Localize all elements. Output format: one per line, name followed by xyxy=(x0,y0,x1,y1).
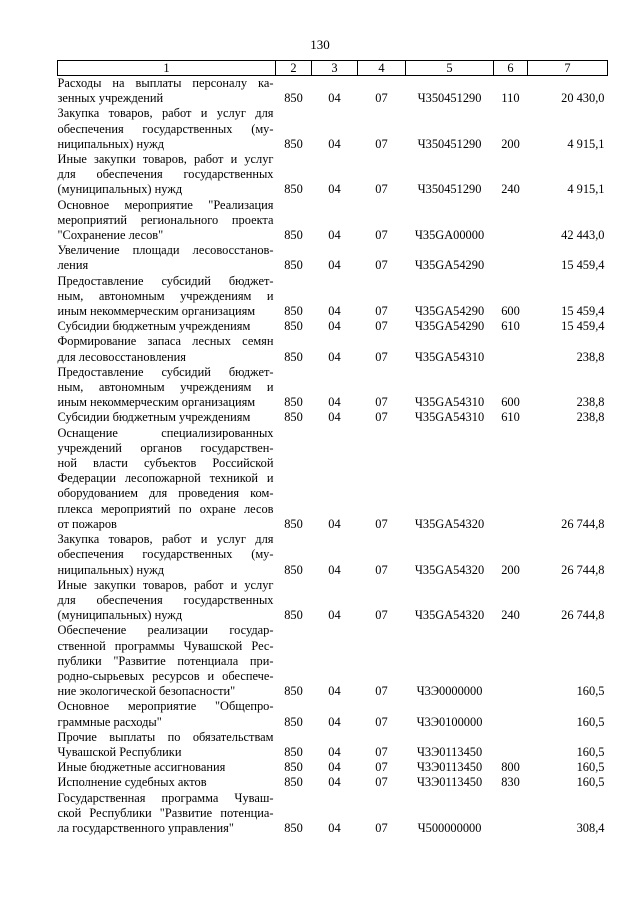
description-line: Формирование запаса лесных семян xyxy=(57,334,274,349)
code-4-cell: 07 xyxy=(375,136,388,151)
code-4-cell: 07 xyxy=(375,228,388,243)
code-2-cell: 850 xyxy=(284,714,303,729)
description-line: (муниципальных) нужд xyxy=(57,608,183,623)
code-3-cell: 04 xyxy=(328,319,341,334)
description-line: Закупка товаров, работ и услуг для xyxy=(57,106,274,121)
code-4-cell: 07 xyxy=(375,258,388,273)
code-4-cell: 07 xyxy=(375,516,388,531)
table-row xyxy=(58,274,608,320)
code-5-cell: Ч35GA54320 xyxy=(414,608,485,623)
table-row xyxy=(58,410,608,425)
code-4-cell: 07 xyxy=(375,395,388,410)
description-line: Основное мероприятие "Реализация xyxy=(57,197,274,212)
code-5-cell: Ч500000000 xyxy=(417,820,482,835)
row-description xyxy=(58,410,276,425)
code-5-cell: Ч3Э0113450 xyxy=(416,775,483,790)
code-5-cell: Ч35GA54290 xyxy=(414,258,485,273)
amount-cell: 160,5 xyxy=(576,760,605,775)
code-4-cell: 07 xyxy=(375,744,388,759)
code-4-cell: 07 xyxy=(375,684,388,699)
table-row xyxy=(58,578,608,624)
code-2-cell: 850 xyxy=(284,304,303,319)
description-line: для обеспечения государственных xyxy=(57,167,274,182)
description-line: иным некоммерческим организациям xyxy=(57,304,256,319)
description-line: Иные закупки товаров, работ и услуг xyxy=(57,152,274,167)
code-3-cell: 04 xyxy=(328,744,341,759)
description-line: Субсидии бюджетным учреждениям xyxy=(57,410,251,425)
description-line: граммные расходы" xyxy=(57,714,162,729)
code-6-cell: 600 xyxy=(501,304,520,319)
code-3-cell: 04 xyxy=(328,608,341,623)
code-5-cell: Ч350451290 xyxy=(417,136,482,151)
amount-cell: 238,8 xyxy=(576,395,605,410)
amount-cell: 160,5 xyxy=(576,684,605,699)
row-description xyxy=(58,243,276,273)
code-3-cell: 04 xyxy=(328,684,341,699)
code-2-cell: 850 xyxy=(284,395,303,410)
code-6-cell xyxy=(494,334,528,364)
description-line: ным, автономным учреждениям и xyxy=(57,380,274,395)
table-row xyxy=(58,623,608,699)
table-row xyxy=(58,319,608,334)
code-3-cell: 04 xyxy=(328,775,341,790)
code-5-cell: Ч3Э0100000 xyxy=(416,714,483,729)
code-3-cell: 04 xyxy=(328,136,341,151)
code-5-cell: Ч35GA54320 xyxy=(414,562,485,577)
amount-cell: 26 744,8 xyxy=(561,608,605,623)
table-row xyxy=(58,699,608,729)
description-line: ным, автономным учреждениям и xyxy=(57,288,274,303)
code-3-cell: 04 xyxy=(328,516,341,531)
page-number: 130 xyxy=(310,37,330,52)
description-line: ственной программы Чувашской Рес- xyxy=(57,638,274,653)
row-description xyxy=(58,578,276,624)
code-6-cell: 240 xyxy=(501,608,520,623)
code-4-cell: 07 xyxy=(375,775,388,790)
row-description xyxy=(58,791,276,837)
code-6-cell xyxy=(494,198,528,244)
description-line: ла государственного управления" xyxy=(57,820,234,835)
amount-cell: 4 915,1 xyxy=(567,136,605,151)
column-header: 1 xyxy=(58,61,276,76)
description-line: ние экологической безопасности" xyxy=(57,684,236,699)
row-description xyxy=(58,152,276,198)
description-line: ной власти субъектов Российской xyxy=(57,456,274,471)
description-line: обеспечения государственных (му- xyxy=(57,121,274,136)
description-line: оборудованием для проведения ком- xyxy=(57,486,274,501)
code-5-cell: Ч350451290 xyxy=(417,182,482,197)
description-line: ниципальных) нужд xyxy=(57,562,165,577)
description-line: от пожаров xyxy=(57,516,117,531)
code-4-cell: 07 xyxy=(375,91,388,106)
table-row xyxy=(58,198,608,244)
code-4-cell: 07 xyxy=(375,820,388,835)
table-row xyxy=(58,365,608,411)
table-row xyxy=(58,426,608,532)
description-line: Государственная программа Чуваш- xyxy=(57,790,274,805)
code-2-cell: 850 xyxy=(284,91,303,106)
description-line: публики "Развитие потенциала при- xyxy=(57,653,274,668)
code-2-cell: 850 xyxy=(284,410,303,425)
description-line: Субсидии бюджетным учреждениям xyxy=(57,319,251,334)
code-6-cell: 610 xyxy=(501,410,520,425)
description-line: иным некоммерческим организациям xyxy=(57,395,256,410)
code-6-cell xyxy=(494,791,528,837)
code-3-cell: 04 xyxy=(328,304,341,319)
code-4-cell: 07 xyxy=(375,349,388,364)
description-line: учреждений органов государствен- xyxy=(57,440,274,455)
description-line: Предоставление субсидий бюджет- xyxy=(57,273,274,288)
code-6-cell: 800 xyxy=(501,760,520,775)
code-2-cell: 850 xyxy=(284,684,303,699)
code-6-cell xyxy=(494,699,528,729)
code-3-cell: 04 xyxy=(328,349,341,364)
description-line: Предоставление субсидий бюджет- xyxy=(57,364,274,379)
code-6-cell: 200 xyxy=(501,562,520,577)
code-5-cell: Ч35GA54310 xyxy=(414,410,485,425)
code-4-cell: 07 xyxy=(375,760,388,775)
amount-cell: 42 443,0 xyxy=(561,228,605,243)
table-row xyxy=(58,76,608,107)
code-5-cell: Ч3Э0000000 xyxy=(416,684,483,699)
description-line: Основное мероприятие "Общепро- xyxy=(57,699,274,714)
code-4-cell: 07 xyxy=(375,410,388,425)
description-line: Федерации лесопожарной техникой и xyxy=(57,471,274,486)
code-5-cell: Ч35GA54290 xyxy=(414,319,485,334)
code-5-cell: Ч3Э0113450 xyxy=(416,744,483,759)
amount-cell: 238,8 xyxy=(576,349,605,364)
code-2-cell: 850 xyxy=(284,820,303,835)
description-line: ниципальных) нужд xyxy=(57,136,165,151)
header-row xyxy=(58,61,608,76)
amount-cell: 160,5 xyxy=(576,714,605,729)
amount-cell: 15 459,4 xyxy=(561,304,605,319)
table-row xyxy=(58,730,608,760)
row-description xyxy=(58,319,276,334)
description-line: Чувашской Республики xyxy=(57,744,182,759)
code-3-cell: 04 xyxy=(328,228,341,243)
code-2-cell: 850 xyxy=(284,744,303,759)
row-description xyxy=(58,699,276,729)
code-3-cell: 04 xyxy=(328,562,341,577)
code-2-cell: 850 xyxy=(284,182,303,197)
amount-cell: 4 915,1 xyxy=(567,182,605,197)
description-line: Увеличение площади лесовосстанов- xyxy=(57,243,274,258)
code-3-cell: 04 xyxy=(328,760,341,775)
description-line: ления xyxy=(57,258,89,273)
code-5-cell: Ч350451290 xyxy=(417,91,482,106)
row-description xyxy=(58,76,276,107)
amount-cell: 26 744,8 xyxy=(561,516,605,531)
row-description xyxy=(58,730,276,760)
row-description xyxy=(58,532,276,578)
table-row xyxy=(58,243,608,273)
code-4-cell: 07 xyxy=(375,319,388,334)
code-2-cell: 850 xyxy=(284,608,303,623)
description-line: ской Республики "Развитие потенциа- xyxy=(57,805,274,820)
code-2-cell: 850 xyxy=(284,349,303,364)
table-row xyxy=(58,106,608,152)
amount-cell: 308,4 xyxy=(576,820,605,835)
row-description xyxy=(58,334,276,364)
row-description xyxy=(58,365,276,411)
column-header: 2 xyxy=(276,61,312,76)
code-2-cell: 850 xyxy=(284,562,303,577)
code-6-cell: 600 xyxy=(501,395,520,410)
amount-cell: 26 744,8 xyxy=(561,562,605,577)
table-row xyxy=(58,532,608,578)
code-3-cell: 04 xyxy=(328,714,341,729)
row-description xyxy=(58,775,276,790)
code-2-cell: 850 xyxy=(284,516,303,531)
description-line: родно-сырьевых ресурсов и обеспече- xyxy=(57,668,274,683)
code-6-cell: 200 xyxy=(501,136,520,151)
description-line: Иные закупки товаров, работ и услуг xyxy=(57,577,274,592)
code-3-cell: 04 xyxy=(328,410,341,425)
column-header: 6 xyxy=(494,61,528,76)
code-2-cell: 850 xyxy=(284,760,303,775)
code-2-cell: 850 xyxy=(284,775,303,790)
description-line: "Сохранение лесов" xyxy=(57,228,164,243)
row-description xyxy=(58,623,276,699)
code-6-cell xyxy=(494,730,528,760)
code-6-cell xyxy=(494,243,528,273)
table-row xyxy=(58,791,608,837)
code-4-cell: 07 xyxy=(375,562,388,577)
code-3-cell: 04 xyxy=(328,91,341,106)
description-line: Прочие выплаты по обязательствам xyxy=(57,729,274,744)
code-6-cell: 610 xyxy=(501,319,520,334)
code-4-cell: 07 xyxy=(375,608,388,623)
table-row xyxy=(58,334,608,364)
description-line: Оснащение специализированных xyxy=(57,425,274,440)
column-header: 7 xyxy=(528,61,608,76)
code-4-cell: 07 xyxy=(375,304,388,319)
amount-cell: 160,5 xyxy=(576,775,605,790)
code-5-cell: Ч35GA54310 xyxy=(414,349,485,364)
code-3-cell: 04 xyxy=(328,395,341,410)
code-2-cell: 850 xyxy=(284,228,303,243)
code-5-cell: Ч3Э0113450 xyxy=(416,760,483,775)
code-6-cell xyxy=(494,426,528,532)
amount-cell: 238,8 xyxy=(576,410,605,425)
row-description xyxy=(58,760,276,775)
amount-cell: 15 459,4 xyxy=(561,258,605,273)
row-description xyxy=(58,198,276,244)
budget-table xyxy=(57,60,608,836)
description-line: плекса мероприятий по охране лесов xyxy=(57,501,274,516)
code-4-cell: 07 xyxy=(375,182,388,197)
column-header: 3 xyxy=(312,61,358,76)
code-5-cell: Ч35GA54310 xyxy=(414,395,485,410)
amount-cell: 20 430,0 xyxy=(561,91,605,106)
code-2-cell: 850 xyxy=(284,136,303,151)
row-description xyxy=(58,106,276,152)
code-5-cell: Ч35GA54320 xyxy=(414,516,485,531)
description-line: обеспечения государственных (му- xyxy=(57,547,274,562)
code-5-cell: Ч35GA54290 xyxy=(414,304,485,319)
code-3-cell: 04 xyxy=(328,258,341,273)
description-line: Исполнение судебных актов xyxy=(57,775,207,790)
code-5-cell: Ч35GA00000 xyxy=(414,228,485,243)
code-6-cell: 830 xyxy=(501,775,520,790)
column-header: 4 xyxy=(358,61,406,76)
description-line: (муниципальных) нужд xyxy=(57,182,183,197)
column-header: 5 xyxy=(406,61,494,76)
description-line: Закупка товаров, работ и услуг для xyxy=(57,532,274,547)
amount-cell: 160,5 xyxy=(576,744,605,759)
description-line: Расходы на выплаты персоналу ка- xyxy=(57,76,274,90)
table-row xyxy=(58,152,608,198)
description-line: для лесовосстановления xyxy=(57,349,186,364)
code-6-cell: 110 xyxy=(501,91,520,106)
code-2-cell: 850 xyxy=(284,319,303,334)
code-4-cell: 07 xyxy=(375,714,388,729)
description-line: для обеспечения государственных xyxy=(57,592,274,607)
code-3-cell: 04 xyxy=(328,182,341,197)
code-6-cell xyxy=(494,623,528,699)
code-6-cell: 240 xyxy=(501,182,520,197)
amount-cell: 15 459,4 xyxy=(561,319,605,334)
code-3-cell: 04 xyxy=(328,820,341,835)
description-line: мероприятий регионального проекта xyxy=(57,212,274,227)
table-row xyxy=(58,760,608,775)
table-row xyxy=(58,775,608,790)
description-line: зенных учреждений xyxy=(57,91,164,106)
description-line: Иные бюджетные ассигнования xyxy=(57,760,226,775)
row-description xyxy=(58,274,276,320)
code-2-cell: 850 xyxy=(284,258,303,273)
row-description xyxy=(58,426,276,532)
description-line: Обеспечение реализации государ- xyxy=(57,623,274,638)
